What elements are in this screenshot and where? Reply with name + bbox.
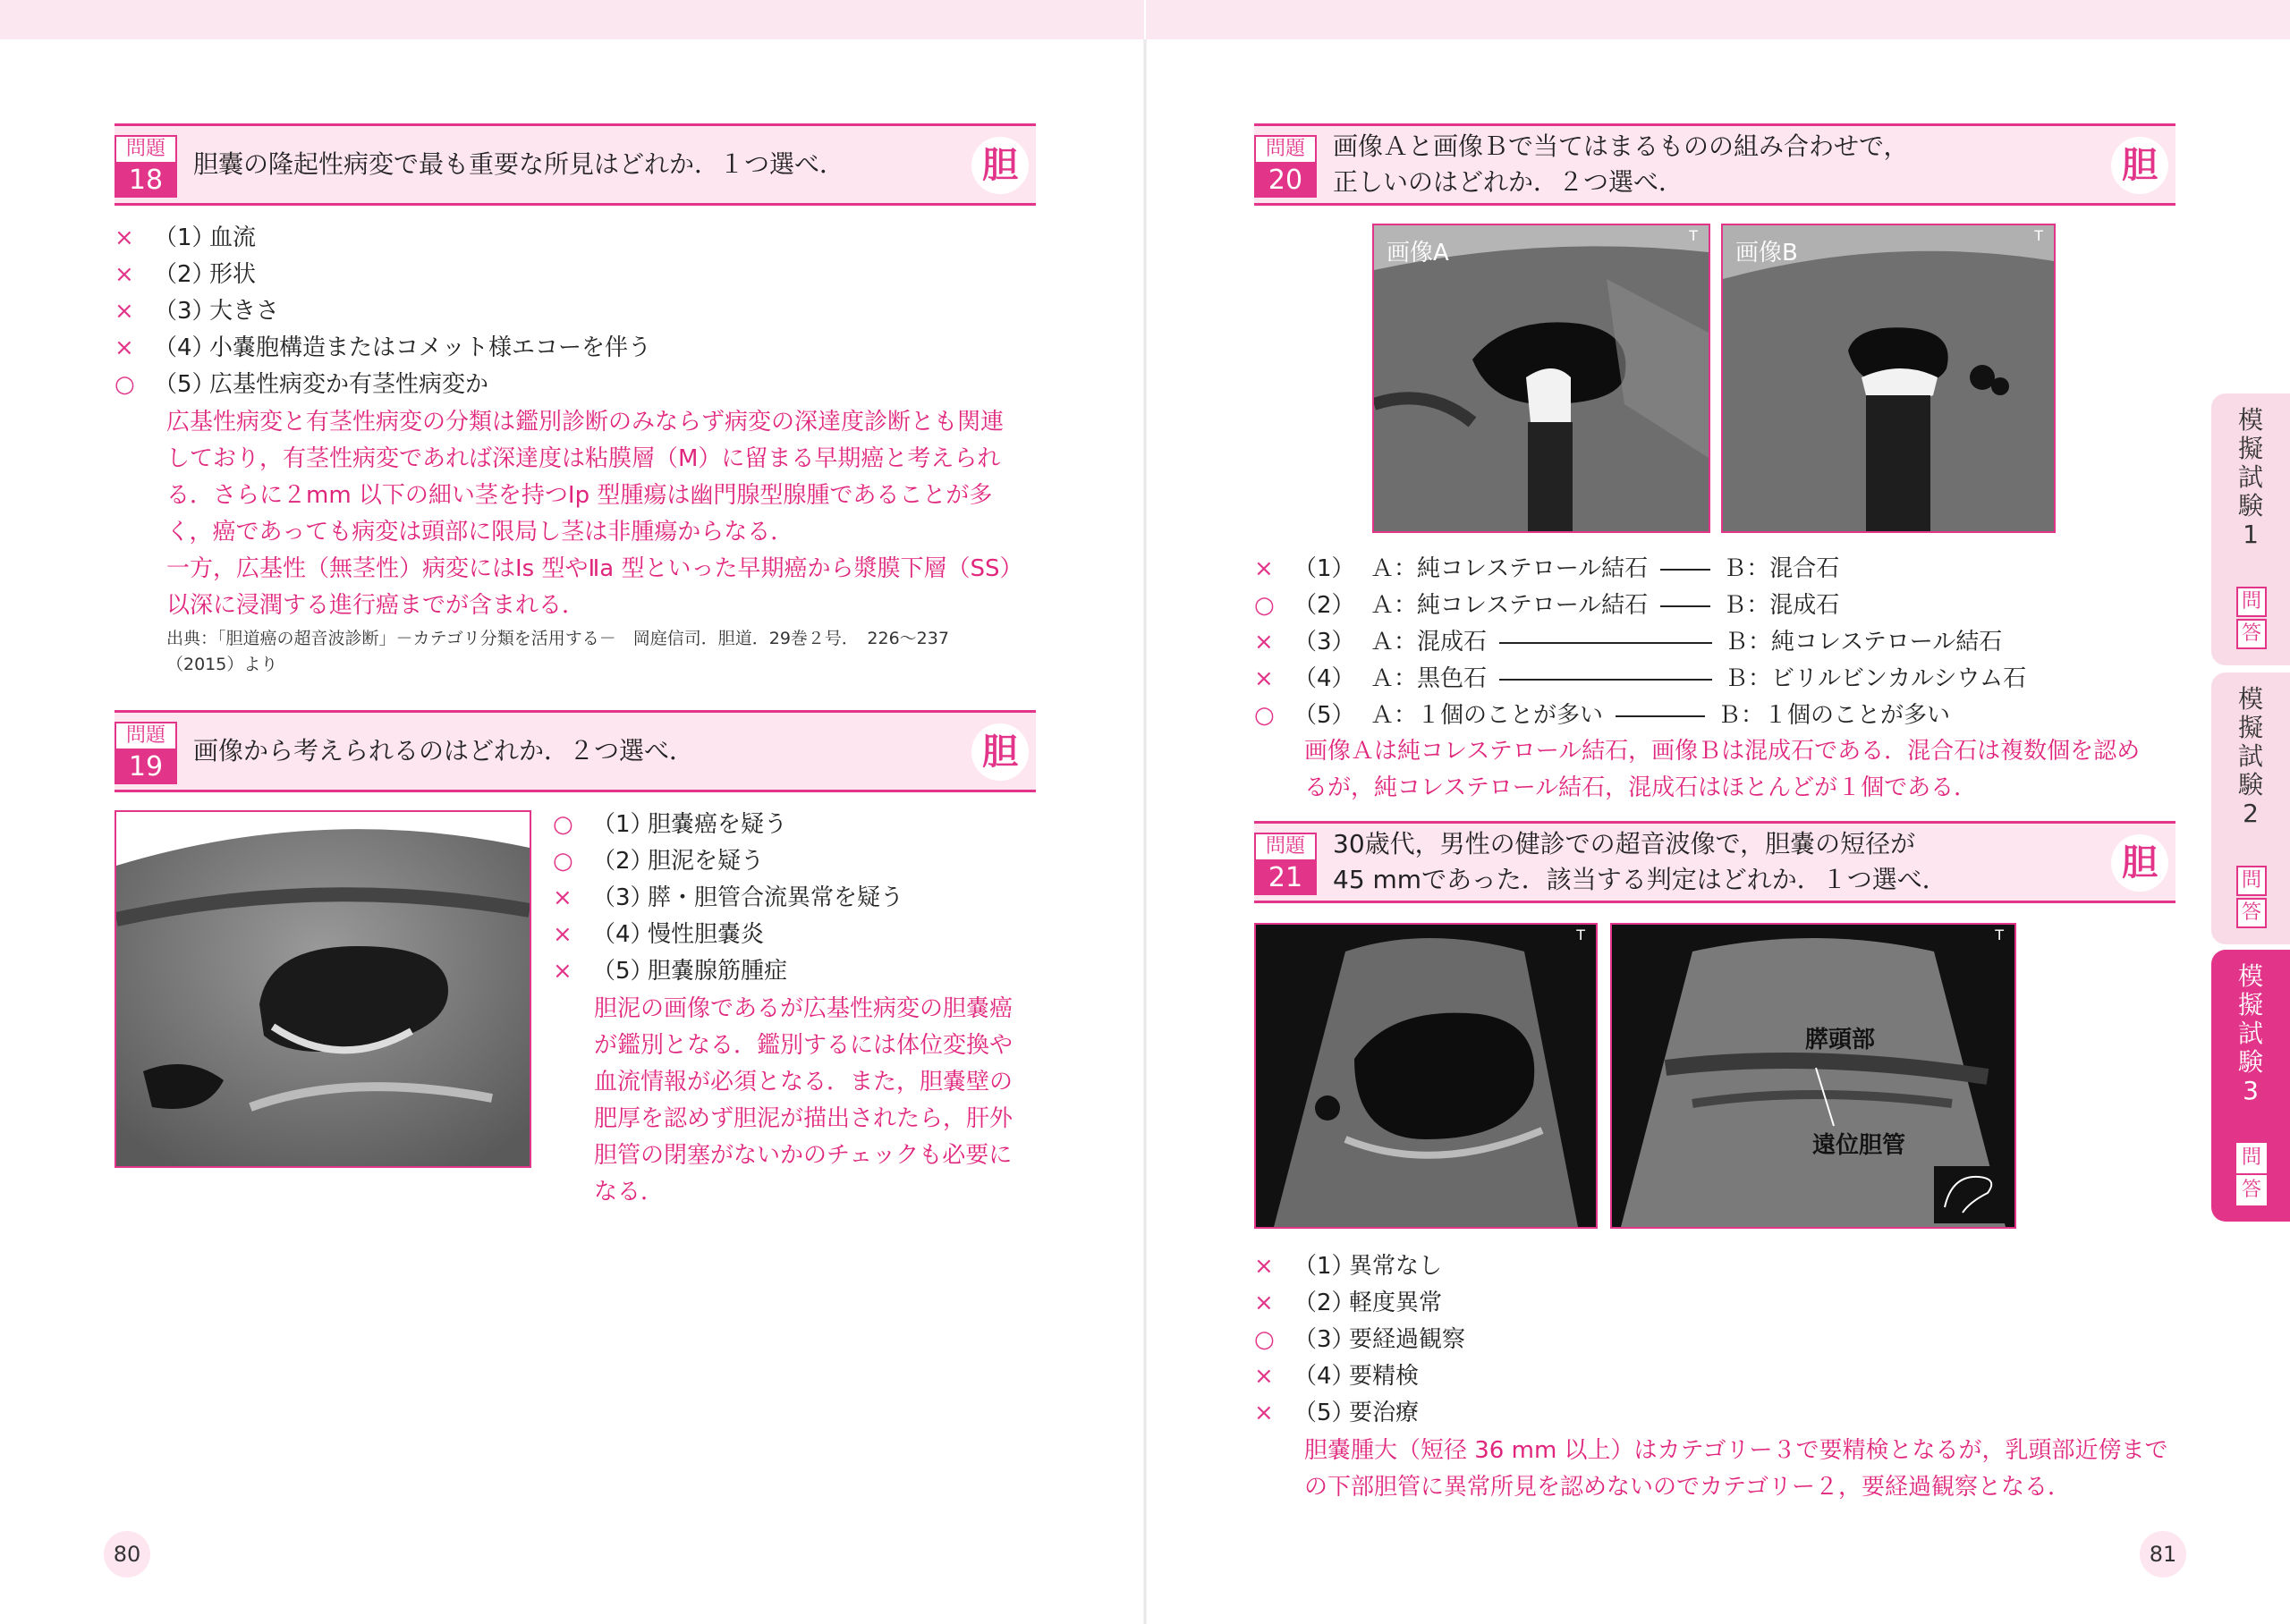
connector-line (1660, 569, 1710, 571)
choice-number: （1） (1293, 1253, 1355, 1280)
explanation-line: 胆泥の画像であるが広基性病変の胆嚢癌 (594, 995, 1014, 1022)
explanation-line: が鑑別となる．鑑別するには体位変換や (594, 1032, 1014, 1059)
question-text-line: 画像Ａと画像Ｂで当てはまるものの組み合わせで， (1333, 131, 1909, 161)
tab-title: 模擬試験2 (2237, 684, 2263, 828)
connector-line (1499, 679, 1712, 681)
wrong-mark: × (114, 224, 134, 251)
explanation-line: 胆嚢腫大（短径 36 mm 以上）はカテゴリー３で要精検となるが，乳頭部近傍まで (1304, 1437, 2168, 1464)
choice-number: （3） (592, 884, 654, 911)
question-text-line: 画像から考えられるのはどれか．２つ選べ． (193, 736, 695, 765)
wrong-mark: × (553, 958, 572, 985)
choice-number: （3） (1293, 629, 1355, 656)
choice-number: （1） (592, 811, 654, 838)
question-badge (1254, 135, 1317, 198)
choice-a-text: Ａ：１個のことが多い (1370, 702, 1604, 729)
category-badge: 胆 (2111, 834, 2168, 892)
question-badge (1254, 833, 1317, 895)
choice-a-text: Ａ：純コレステロール結石 (1370, 555, 1649, 582)
tab-question-badge: 問 (2236, 866, 2267, 896)
q18-choices (114, 220, 651, 403)
question-21-header (1254, 821, 2176, 903)
transducer-marker: T (1995, 926, 2004, 943)
choice-number: （1） (154, 224, 216, 251)
image-b-label: 画像B (1735, 240, 1798, 266)
question-20-header (1254, 123, 2176, 206)
wrong-mark: × (1254, 1400, 1274, 1426)
question-text-line: 30歳代，男性の健診での超音波像で，胆嚢の短径が (1333, 829, 1916, 859)
choice-number: （5） (1293, 702, 1355, 729)
ultrasound-graphic (1612, 925, 2014, 1227)
category-badge: 胆 (971, 723, 1029, 781)
question-number: 19 (114, 750, 177, 784)
choice-text: 慢性胆嚢炎 (648, 921, 765, 948)
question-number: 21 (1254, 861, 1317, 895)
choice-item (1254, 698, 2026, 734)
choice-item (1254, 1395, 1465, 1432)
choice-item (1254, 551, 2026, 588)
choice-number: （4） (592, 921, 654, 948)
q21-explanation (1304, 1433, 2181, 1506)
tab-answer-badge: 答 (2236, 1175, 2267, 1205)
wrong-mark: × (1254, 665, 1274, 692)
image-a-label: 画像A (1387, 240, 1449, 266)
choice-text: 異常なし (1349, 1253, 1443, 1280)
q20-choices (1254, 551, 2026, 734)
choice-text: 要治療 (1349, 1400, 1420, 1426)
explanation-line: るが，純コレステロール結石，混成石はほとんどが１個である． (1304, 774, 1978, 801)
explanation-line: 広基性病変と有茎性病変の分類は鑑別診断のみならず病変の深達度診断とも関連 (166, 409, 1005, 436)
correct-mark: ○ (1254, 1326, 1275, 1353)
choice-number: （3） (154, 298, 216, 325)
wrong-mark: × (553, 884, 572, 911)
choice-item (1254, 624, 2026, 661)
wrong-mark: × (1254, 1363, 1274, 1390)
question-text-line: 正しいのはどれか．２つ選べ． (1333, 167, 1684, 197)
explanation-line: 血流情報が必須となる．また，胆嚢壁の (594, 1069, 1014, 1095)
question-label: 問題 (1254, 833, 1317, 861)
ultrasound-graphic (1723, 225, 2054, 531)
choice-number: （3） (1293, 1326, 1355, 1353)
explanation-line: 以深に浸潤する進行癌までが含まれる． (166, 592, 586, 619)
question-label: 問題 (114, 722, 177, 750)
explanation-line: 肥厚を認めず胆泥が描出されたら，肝外 (594, 1105, 1014, 1132)
choice-b-text: Ｂ：ビリルビンカルシウム石 (1725, 665, 2027, 692)
question-label: 問題 (114, 135, 177, 164)
question-text (193, 713, 694, 790)
choice-number: （4） (154, 334, 216, 361)
choice-number: （4） (1293, 1363, 1355, 1390)
connector-line (1499, 642, 1712, 644)
q19-explanation (594, 991, 1041, 1211)
q19-choices (553, 807, 903, 990)
tab-title: 模擬試験1 (2237, 405, 2263, 549)
tab-answer-badge: 答 (2236, 619, 2267, 649)
question-label: 問題 (1254, 135, 1317, 164)
choice-b-text: Ｂ：１個のことが多い (1718, 702, 1951, 729)
choice-text: 胆嚢癌を疑う (648, 811, 788, 838)
tab-mock-exam-3[interactable] (2211, 950, 2290, 1222)
choice-b-text: Ｂ：純コレステロール結石 (1725, 629, 2003, 656)
tab-question-badge: 問 (2236, 1143, 2267, 1173)
wrong-mark: × (114, 334, 134, 361)
transducer-marker: T (1689, 227, 1698, 244)
explanation-line: く，癌であっても病変は頭部に限局し茎は非腫瘍からなる． (166, 519, 794, 546)
tab-mock-exam-2[interactable] (2211, 672, 2290, 944)
choice-number: （4） (1293, 665, 1355, 692)
choice-number: （2） (592, 848, 654, 875)
choice-number: （2） (1293, 592, 1355, 619)
choice-a-text: Ａ：黒色石 (1370, 665, 1488, 692)
choice-text: 胆泥を疑う (648, 848, 765, 875)
wrong-mark: × (1254, 1290, 1274, 1316)
q18-explanation (166, 404, 1039, 624)
choice-text: 要経過観察 (1349, 1326, 1466, 1353)
choice-item (1254, 588, 2026, 624)
choice-item (553, 917, 903, 953)
wrong-mark: × (114, 261, 134, 288)
question-19-header (114, 710, 1036, 792)
choice-number: （5） (1293, 1400, 1355, 1426)
q20-explanation (1304, 733, 2181, 807)
connector-line (1616, 715, 1705, 717)
question-badge (114, 722, 177, 784)
correct-mark: ○ (114, 371, 135, 398)
choice-item (114, 257, 651, 293)
wrong-mark: × (1254, 555, 1274, 582)
q20-image-a (1372, 224, 1710, 533)
question-number: 18 (114, 164, 177, 198)
pancreas-head-label: 膵頭部 (1805, 1027, 1876, 1053)
choice-item (1254, 1248, 1465, 1285)
choice-text: 軽度異常 (1349, 1290, 1443, 1316)
q21-ultrasound-1 (1254, 923, 1598, 1229)
q21-choices (1254, 1248, 1465, 1432)
correct-mark: ○ (1254, 592, 1275, 619)
choice-item (114, 293, 651, 330)
choice-text: 膵・胆管合流異常を疑う (648, 884, 904, 911)
correct-mark: ○ (553, 848, 573, 875)
top-band (0, 0, 2290, 39)
q21-ultrasound-2 (1610, 923, 2016, 1229)
explanation-line: 胆管の閉塞がないかのチェックも必要に (594, 1142, 1013, 1169)
tab-mock-exam-1[interactable] (2211, 393, 2290, 665)
choice-item (1254, 1285, 1465, 1322)
question-number: 20 (1254, 164, 1317, 198)
choice-text: 血流 (209, 224, 257, 251)
tab-question-badge: 問 (2236, 587, 2267, 617)
page-number-right: 81 (2140, 1531, 2186, 1577)
book-gutter (1143, 39, 1147, 1624)
page-number-left: 80 (104, 1531, 150, 1577)
choice-number: （5） (154, 371, 216, 398)
source-line: （2015）より (166, 655, 278, 674)
connector-line (1660, 605, 1710, 607)
ultrasound-graphic (1256, 925, 1596, 1227)
explanation-line: 画像Ａは純コレステロール結石，画像Ｂは混成石である．混合石は複数個を認め (1304, 738, 2141, 765)
explanation-line: なる． (594, 1179, 665, 1205)
wrong-mark: × (553, 921, 572, 948)
choice-item (553, 807, 903, 843)
explanation-line: 一方，広基性（無茎性）病変にはⅠs 型やⅡa 型といった早期癌から漿膜下層（SS） (166, 555, 1023, 582)
wrong-mark: × (114, 298, 134, 325)
choice-item (553, 880, 903, 917)
question-text-line: 45 mmであった．該当する判定はどれか．１つ選べ． (1333, 865, 1947, 894)
correct-mark: ○ (553, 811, 573, 838)
choice-item (1254, 1322, 1465, 1358)
category-badge: 胆 (971, 137, 1029, 194)
choice-b-text: Ｂ：混合石 (1723, 555, 1840, 582)
choice-item (114, 367, 651, 403)
choice-b-text: Ｂ：混成石 (1723, 592, 1840, 619)
explanation-line: しており，有茎性病変であれば深達度は粘膜層（M）に留まる早期癌と考えられ (166, 445, 1001, 472)
question-18-header (114, 123, 1036, 206)
question-badge (114, 135, 177, 198)
tab-answer-badge: 答 (2236, 898, 2267, 928)
transducer-marker: T (2034, 227, 2043, 244)
choice-item (553, 843, 903, 880)
choice-number: （2） (154, 261, 216, 288)
question-text-line: 胆囊の隆起性病変で最も重要な所見はどれか．１つ選べ． (193, 149, 845, 179)
choice-text: 広基性病変か有茎性病変か (209, 371, 489, 398)
choice-number: （5） (592, 958, 654, 985)
question-text (1333, 824, 1947, 901)
source-line: 出典：「胆道癌の超音波診断」－カテゴリ分類を活用する－ 岡庭信司．胆道．29巻２号． 226～237 (166, 629, 949, 648)
correct-mark: ○ (1254, 702, 1275, 729)
q20-image-b (1721, 224, 2056, 533)
choice-text: 胆嚢腺筋腫症 (648, 958, 788, 985)
q19-ultrasound-image (114, 810, 531, 1168)
tab-title: 模擬試験3 (2237, 961, 2263, 1105)
choice-item (1254, 1358, 1465, 1395)
question-text (193, 126, 844, 203)
distal-bile-duct-label: 遠位胆管 (1812, 1132, 1906, 1159)
explanation-line: る．さらに２mm 以下の細い茎を持つⅠp 型腫瘍は幽門腺型腺腫であることが多 (166, 482, 993, 509)
choice-text: 要精検 (1349, 1363, 1420, 1390)
wrong-mark: × (1254, 1253, 1274, 1280)
choice-item (114, 330, 651, 367)
choice-item (1254, 661, 2026, 698)
choice-a-text: Ａ：混成石 (1370, 629, 1488, 656)
explanation-line: の下部胆管に異常所見を認めないのでカテゴリー２，要経過観察となる． (1304, 1474, 2071, 1501)
choice-text: 大きさ (209, 298, 280, 325)
choice-number: （1） (1293, 555, 1355, 582)
transducer-marker: T (1576, 926, 1585, 943)
choice-a-text: Ａ：純コレステロール結石 (1370, 592, 1649, 619)
question-text (1333, 126, 1908, 203)
choice-item (553, 953, 903, 990)
choice-text: 形状 (209, 261, 257, 288)
choice-text: 小嚢胞構造またはコメット様エコーを伴う (209, 334, 652, 361)
choice-number: （2） (1293, 1290, 1355, 1316)
choice-item (114, 220, 651, 257)
q18-source (166, 626, 1039, 678)
ultrasound-graphic (1374, 225, 1709, 531)
wrong-mark: × (1254, 629, 1274, 656)
ultrasound-graphic (116, 812, 530, 1166)
category-badge: 胆 (2111, 137, 2168, 194)
